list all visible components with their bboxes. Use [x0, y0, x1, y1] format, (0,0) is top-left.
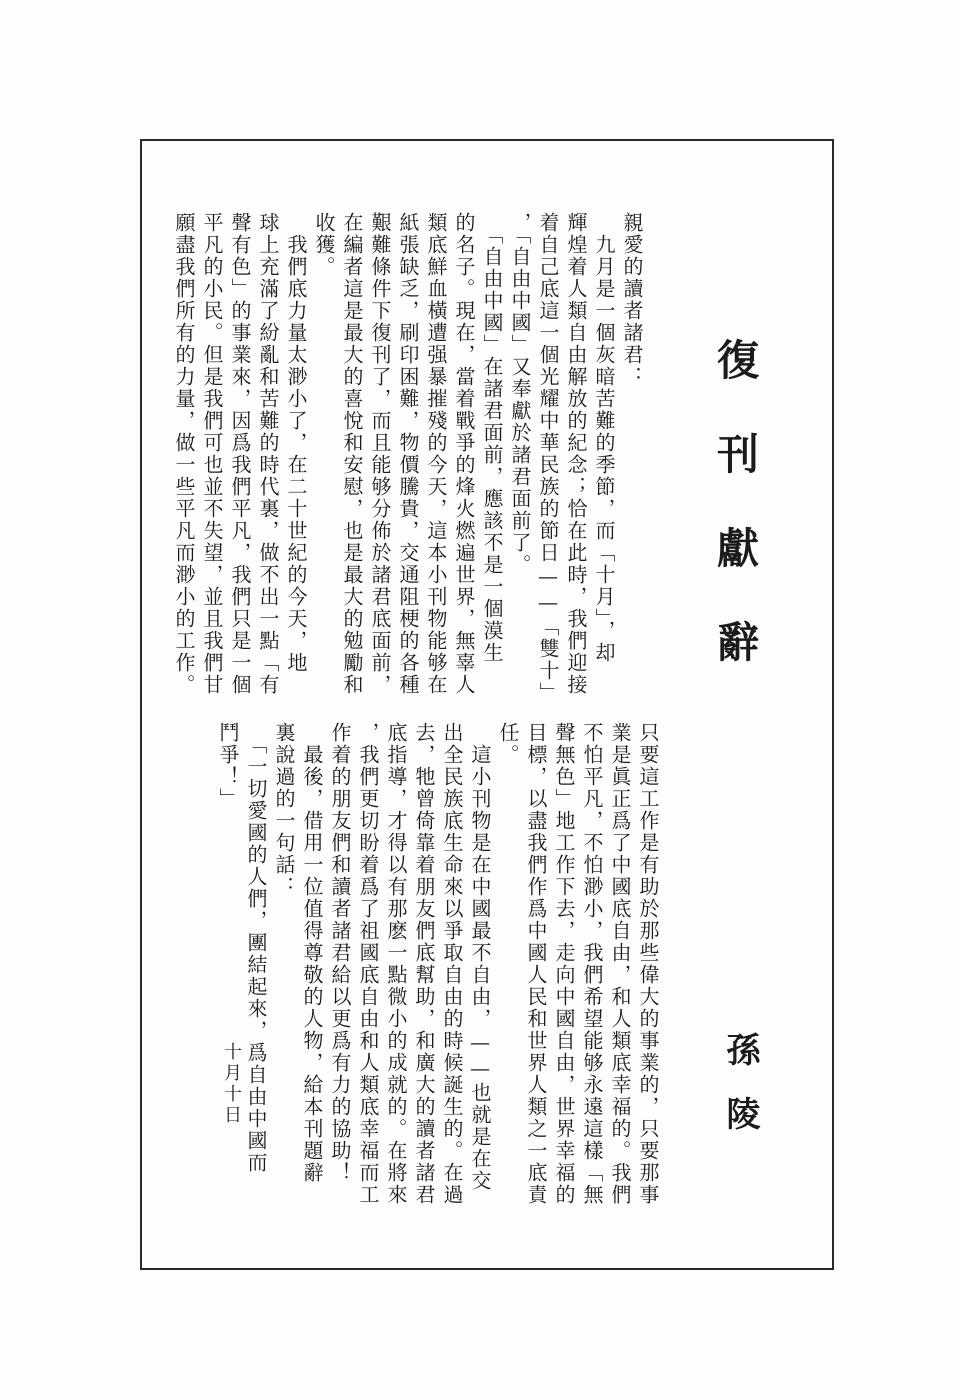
article-title: 復刊獻辭 — [711, 338, 760, 714]
article-date: 十月十日 — [221, 1042, 242, 1126]
article-body-upper — [170, 212, 646, 704]
upper-text: 親愛的讀者諸君： 九月是一個灰暗苦難的季節，而「十月」，却 輝煌着人類自由解放的紀念；恰在此時，我們迎接 着自己底這一個光耀中華民族的節日——「雙十」 ，「自由中國」又奉獻於諸君面前了。 「自由中國」在諸君面前，應該不是一個漠生 的名子。現在，當着戰爭的烽火燃遍世界，無辜人 類底鮮血橫遭强暴摧殘的今天，這本小刊物能够在 紙張缺乏，刷印困難，物價騰貴，交通阻梗的各種 艱難條件下復刊了，而且能够分佈於諸君底面前， 在編者這是最大的喜悅和安慰，也是最大的勉勵和 收獲。 我們底力量太渺小了，在二十世紀的今天，地 球上充滿了紛亂和苦難的時代裏，做不出一點「有 聲有色」的事業來，因爲我們平凡，我們只是一個 平凡的小民。但是我們可也並不失望，並且我們甘 願盡我們所有的力量，做一些平凡而渺小的工作。 — [172, 212, 644, 704]
article-body-lower — [214, 722, 662, 1206]
article-author: 孫陵 — [720, 1032, 760, 1160]
lower-text: 只要這工作是有助於那些偉大的事業的，只要那事 業是眞正爲了中國底自由，和人類底幸福的。我們 不怕平凡，不怕渺小，我們希望能够永遠這樣「無 聲無色」地工作下去，走向中國自由，世界幸福的 目標，以盡我們作爲中國人民和世界人類之一底責 任。 這小刊物是在中國最不自由，——也就是在交 出全民族底生命來以爭取自由的時候誕生的。在過 去，牠曾倚靠着朋友們底幫助，和廣大的讀者諸君 底指導，才得以有那麽一點微小的成就的。在將來 ，我們更切盼着爲了祖國底自由和人類底幸福而工 作着的朋友們和讀者諸君給以更爲有力的協助！ 最後，借用一位值得尊敬的人物，給本刊題辭 裏說過的一句話： 「一切愛國的人們，團結起來，爲自由中國而 鬥爭！」 — [216, 722, 660, 1206]
